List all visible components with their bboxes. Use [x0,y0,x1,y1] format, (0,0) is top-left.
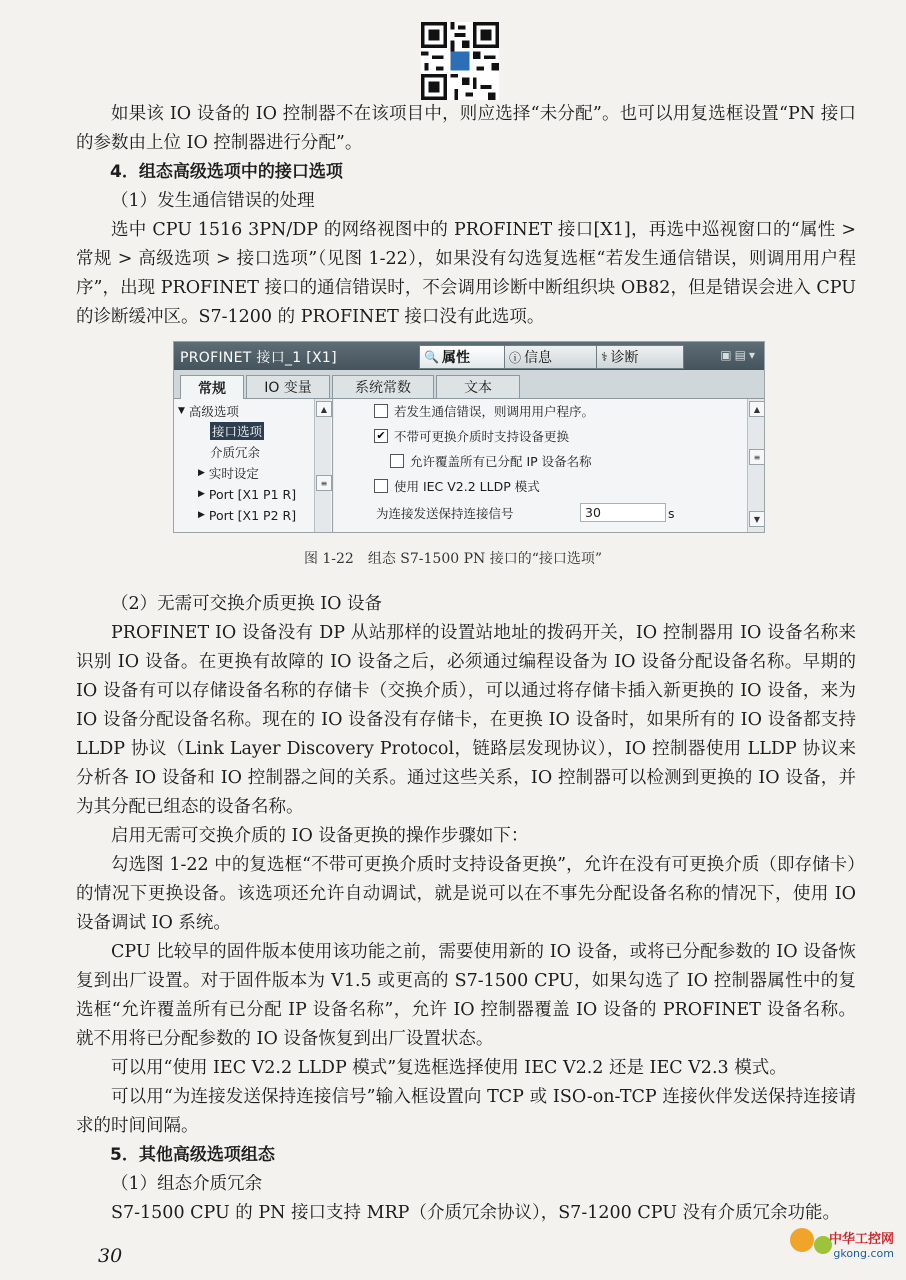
scroll-up-icon[interactable]: ▲ [749,401,765,417]
gear-logo-icon [790,1228,814,1252]
scroll-grip-icon[interactable]: ≡ [316,475,332,491]
expand-right-icon: ▶ [198,468,205,478]
paragraph: CPU 比较早的固件版本使用该功能之前，需要使用新的 IO 设备，或将已分配参数的 IO 设备恢复到出厂设置。对于固件版本为 V1.5 或更高的 S7-1500 CPU，如果勾选了 IO 控制器属性中的复选框“允许覆盖所有已分配 IP 设备名称”，允许 IO 控制器覆盖 IO 设备的 PROFINET 设备名称。就不用将已分配参数的 IO 设备恢复到出厂设置状态。 [76,942,856,1049]
subtab-general[interactable]: 常规 [180,375,244,399]
figure-caption: 图 1-22 组态 S7-1500 PN 接口的“接口选项” [303,551,603,567]
option-overwrite-device-names[interactable]: 允许覆盖所有已分配 IP 设备名称 [390,451,592,471]
inspector-window-screenshot [173,341,765,533]
keepalive-label: 为连接发送保持连接信号 [376,506,514,521]
keepalive-input[interactable]: 30 [580,503,666,522]
expand-down-icon: ▼ [178,406,185,416]
section-heading: 5．其他高级选项组态 [110,1145,275,1165]
watermark-logo: 中华工控网 gkong.com [828,1232,894,1260]
diagnostics-icon: ⚕ [601,350,608,364]
options-panel [334,399,764,532]
bottom-text-block [76,590,856,1228]
paragraph: 启用无需可交换介质的 IO 设备更换的操作步骤如下： [111,826,529,846]
subtab-bar [174,370,764,399]
top-text-block [76,100,856,332]
paragraph: 如果该 IO 设备的 IO 控制器不在该项目中，则应选择“未分配”。也可以用复选框设置“PN 接口的参数由上位 IO 控制器进行分配”。 [76,104,856,153]
checkbox-unchecked[interactable] [374,404,388,418]
tree-item-interface-options[interactable]: 接口选项 [212,424,263,439]
checkbox-unchecked[interactable] [390,454,404,468]
paragraph: 选中 CPU 1516 3PN/DP 的网络视图中的 PROFINET 接口[X1]，再选中巡视窗口的“属性 > 常规 > 高级选项 > 接口选项”（见图 1-22），如果没有勾选复选框“若发生通信错误，则调用用户程序”，出现 PROFINET 接口的通信错误时，不会调用诊断中断组织块 OB82，但是错误会进入 CPU 的诊断缓冲区。S7-1200 的 PROFINET 接口没有此选项。 [76,220,856,327]
info-icon: ⓘ [509,350,522,365]
checkbox-checked[interactable]: ✔ [374,429,388,443]
subtab-system-constants[interactable]: 系统常数 [332,375,434,398]
tree-item-port-p2[interactable]: ▶ Port [X1 P2 R] [198,507,297,523]
section-heading: 4．组态高级选项中的接口选项 [110,162,343,182]
subsection-title: （2）无需可交换介质更换 IO 设备 [111,594,383,614]
paragraph: 可以用“使用 IEC V2.2 LLDP 模式”复选框选择使用 IEC V2.2 还是 IEC V2.3 模式。 [111,1058,787,1078]
paragraph: 可以用“为连接发送保持连接信号”输入框设置向 TCP 或 ISO-on-TCP 连接伙伴发送保持连接请求的时间间隔。 [76,1087,856,1136]
scroll-down-icon[interactable]: ▼ [749,511,765,527]
tab-info[interactable]: ⓘ 信息 [504,345,598,369]
tree-item-advanced-options[interactable]: ▼ 高级选项 [178,404,239,419]
subsection-title: （1）发生通信错误的处理 [111,191,315,211]
properties-icon: 🔍 [424,350,439,364]
expand-right-icon: ▶ [198,510,205,520]
tree-item-port-p1[interactable]: ▶ Port [X1 P1 R] [198,486,297,502]
tree-item-media-redundancy[interactable]: 介质冗余 [210,445,261,460]
scroll-up-icon[interactable]: ▲ [316,401,332,417]
option-device-replacement[interactable]: ✔ 不带可更换介质时支持设备更换 [374,426,569,446]
option-call-user-program[interactable]: 若发生通信错误，则调用用户程序。 [374,401,594,421]
paragraph: PROFINET IO 设备没有 DP 从站那样的设置站地址的拨码开关，IO 控制器用 IO 设备名称来识别 IO 设备。在更换有故障的 IO 设备之后，必须通过编程设备为 IO 设备分配设备名称。早期的 IO 设备有可以存储设备名称的存储卡（交换介质），可以通过将存储卡插入新更换的 IO 设备，来为 IO 设备分配设备名称。现在的 IO 设备没有存储卡，在更换 IO 设备时，如果所有的 IO 设备都支持 LLDP 协议（Link Layer Discovery Protocol，链路层发现协议），IO 控制器使用 LLDP 协议来分析各 IO 设备和 IO 控制器之间的关系。通过这些关系，IO 控制器可以检测到更换的 IO 设备，并为其分配已组态的设备名称。 [76,623,856,817]
tab-diagnostics[interactable]: ⚕ 诊断 [596,345,684,369]
paragraph: S7-1500 CPU 的 PN 接口支持 MRP（介质冗余协议），S7-1200 CPU 没有介质冗余功能。 [111,1203,840,1223]
tree-item-realtime-settings[interactable]: ▶ 实时设定 [198,466,259,481]
paragraph: 勾选图 1-22 中的复选框“不带可更换介质时支持设备更换”，允许在没有可更换介质（即存储卡）的情况下更换设备。该选项还允许自动调试，就是说可以在不事先分配设备名称的情况下，使用 IO 设备调试 IO 系统。 [76,855,856,933]
keepalive-unit: s [668,505,675,521]
subtab-io-tags[interactable]: IO 变量 [246,375,330,398]
panel-scrollbar[interactable] [747,399,764,532]
qr-code-image [421,22,499,100]
tab-properties[interactable]: 🔍 属性 [419,345,505,369]
expand-right-icon: ▶ [198,489,205,499]
navigation-tree [174,399,333,532]
subtab-texts[interactable]: 文本 [436,375,520,398]
scroll-grip-icon[interactable]: ≡ [749,449,765,465]
window-controls-icon[interactable]: ▣▤▾ [720,348,758,362]
option-iec-lldp-mode[interactable]: 使用 IEC V2.2 LLDP 模式 [374,476,540,496]
window-title: PROFINET 接口_1 [X1] [180,350,337,366]
page-number: 30 [98,1245,123,1267]
tree-scrollbar[interactable] [314,399,331,532]
subsection-title: （1）组态介质冗余 [111,1174,263,1194]
checkbox-unchecked[interactable] [374,479,388,493]
window-titlebar [174,342,764,370]
